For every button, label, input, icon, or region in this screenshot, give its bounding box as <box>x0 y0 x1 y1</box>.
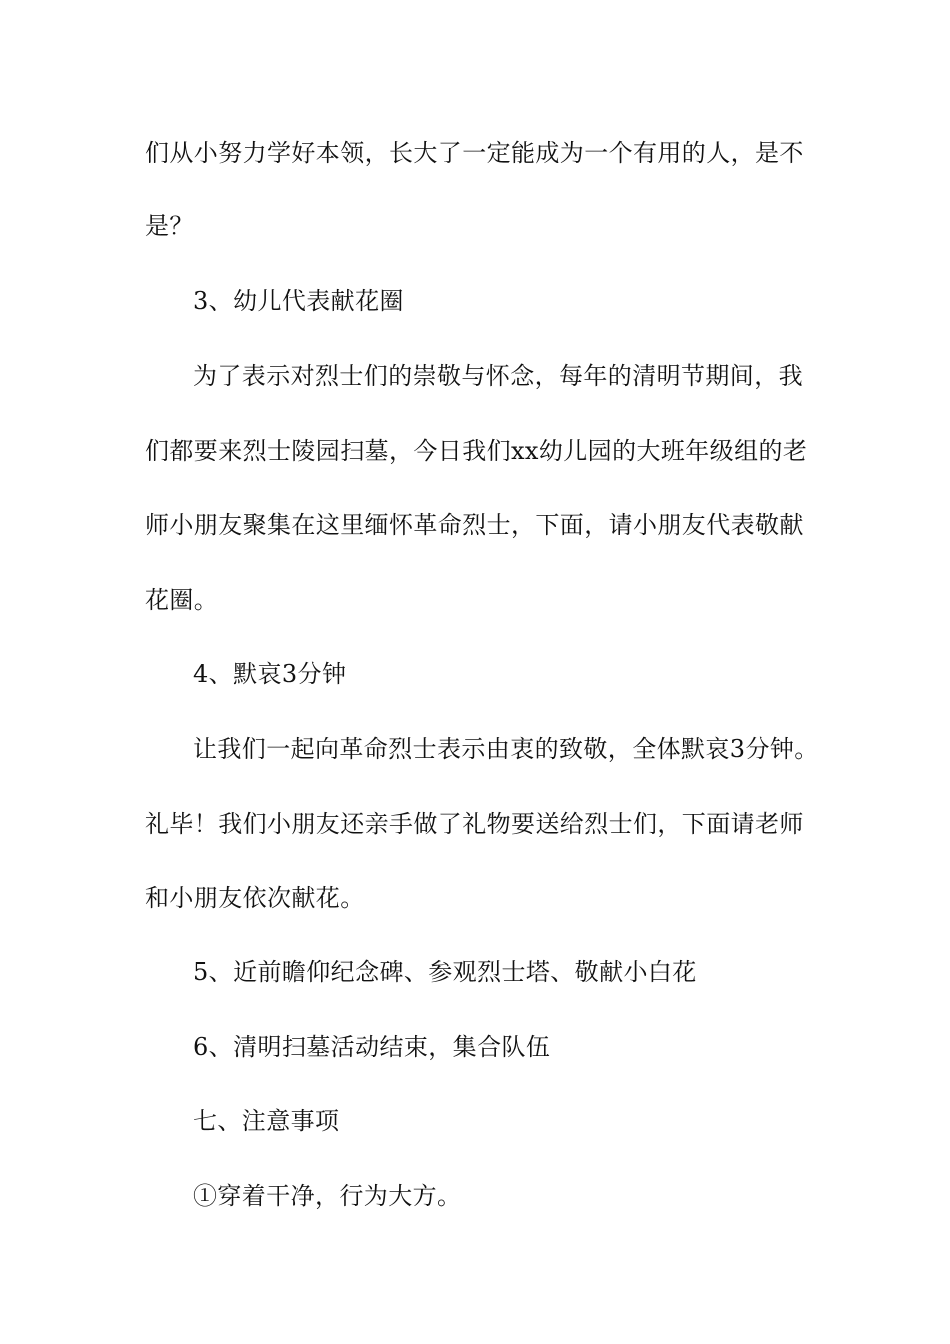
paragraph-line: 们从小努力学好本领，长大了一定能成为一个有用的人，是不 <box>145 139 804 167</box>
paragraph-line: 花圈。 <box>145 586 219 614</box>
section-heading: 七、注意事项 <box>193 1107 340 1135</box>
paragraph-line: 是？ <box>145 212 194 240</box>
list-item: ①穿着干净，行为大方。 <box>193 1182 462 1210</box>
paragraph-line: 和小朋友依次献花。 <box>145 884 365 912</box>
paragraph-line: 为了表示对烈士们的崇敬与怀念，每年的清明节期间，我 <box>193 362 803 390</box>
paragraph-line: 们都要来烈士陵园扫墓，今日我们xx幼儿园的大班年级组的老 <box>145 437 808 465</box>
section-heading: 4、默哀3分钟 <box>193 660 347 688</box>
paragraph-line: 师小朋友聚集在这里缅怀革命烈士，下面，请小朋友代表敬献 <box>145 511 804 539</box>
paragraph-line: 让我们一起向革命烈士表示由衷的致敬，全体默哀3分钟。 <box>193 735 819 763</box>
section-heading: 6、清明扫墓活动结束，集合队伍 <box>193 1033 551 1061</box>
paragraph-line: 礼毕！我们小朋友还亲手做了礼物要送给烈士们，下面请老师 <box>145 810 804 838</box>
section-heading: 3、幼儿代表献花圈 <box>193 287 404 315</box>
section-heading: 5、近前瞻仰纪念碑、参观烈士塔、敬献小白花 <box>193 958 697 986</box>
